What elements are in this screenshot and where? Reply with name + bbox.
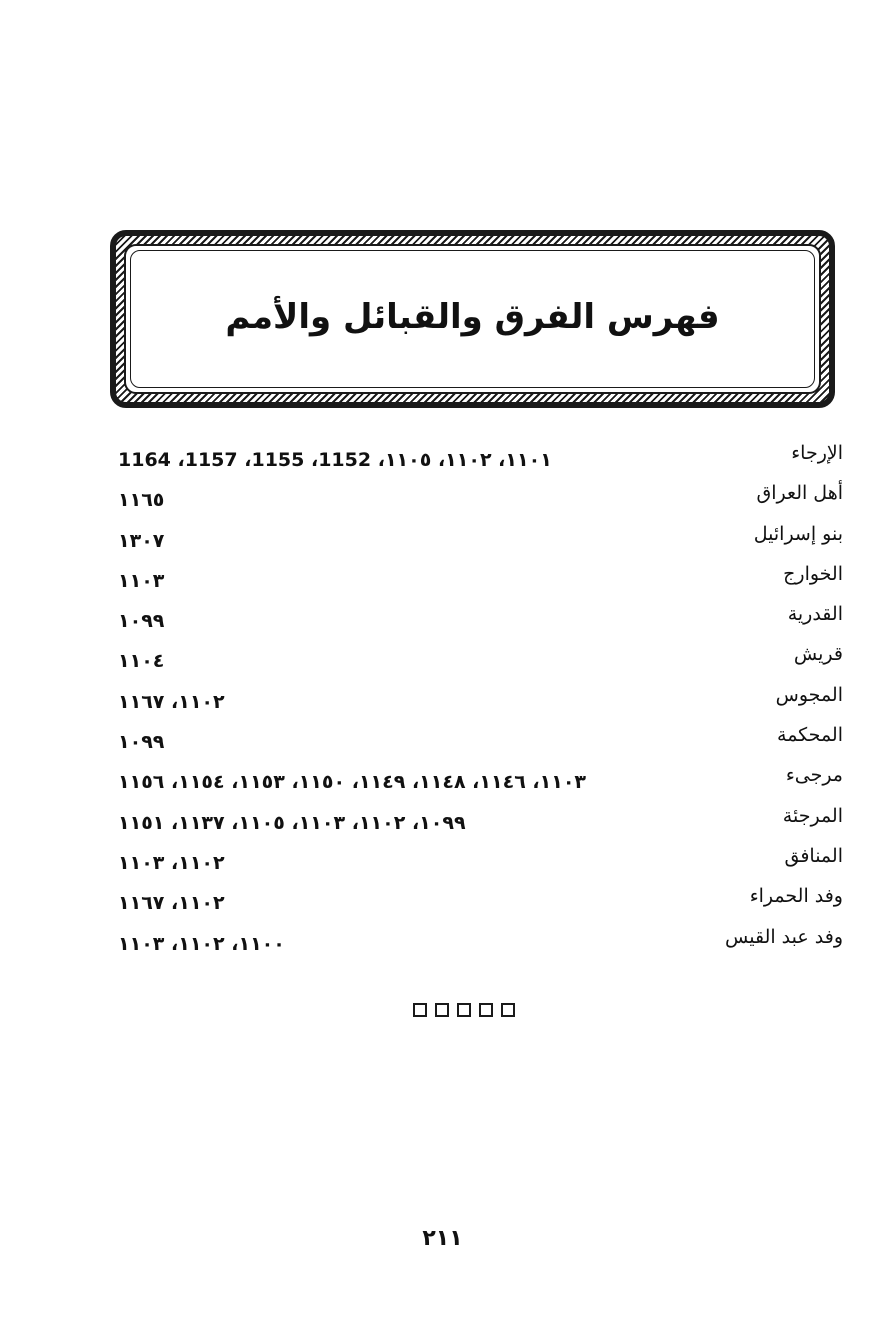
section-end-ornament [413, 1003, 515, 1017]
entry-pages: ١١٠٣، ١١٤٦، ١١٤٨، ١١٤٩، ١١٥٠، ١١٥٣، ١١٥٤، ١١٥٦ [118, 771, 587, 794]
entry-pages: ١١٠٢، ١١٦٧ [118, 690, 225, 713]
entry-pages: ١١٠٢، ١١٠٣ [118, 851, 225, 874]
index-entry [118, 684, 843, 724]
entry-name: المرجئة [782, 804, 843, 827]
title-frame-border [130, 250, 815, 388]
index-entry [118, 643, 843, 683]
square-ornament-icon [479, 1003, 493, 1017]
entry-pages: ١١٠٠، ١١٠٢، ١١٠٣ [118, 932, 285, 955]
index-entry [118, 442, 843, 482]
entry-pages: ١١٦٥ [118, 489, 165, 512]
entry-pages: ١١٠٣ [118, 569, 165, 592]
entry-pages: ١٠٩٩، ١١٠٢، ١١٠٣، ١١٠٥، ١١٣٧، ١١٥١ [118, 811, 466, 834]
entry-pages: ١٣٠٧ [118, 529, 165, 552]
title-frame-inner [124, 244, 821, 394]
index-list [118, 442, 843, 966]
page-number: ٢١١ [422, 1226, 463, 1251]
index-entry [118, 724, 843, 764]
square-ornament-icon [435, 1003, 449, 1017]
square-ornament-icon [501, 1003, 515, 1017]
entry-pages: ١١٠٤ [118, 650, 165, 673]
index-entry [118, 926, 843, 966]
entry-name: القدرية [787, 603, 843, 626]
entry-pages: ١٠٩٩ [118, 610, 165, 633]
entry-name: أهل العراق [756, 482, 843, 505]
index-entry [118, 885, 843, 925]
index-entry [118, 845, 843, 885]
entry-pages: ١١٠٢، ١١٦٧ [118, 892, 225, 915]
index-entry [118, 764, 843, 804]
index-entry [118, 482, 843, 522]
entry-name: بنو إسرائيل [753, 522, 843, 545]
index-entry [118, 563, 843, 603]
page-title: فهرس الفرق والقبائل والأمم [225, 297, 720, 337]
entry-name: وفد الحمراء [749, 885, 843, 908]
index-entry [118, 603, 843, 643]
square-ornament-icon [457, 1003, 471, 1017]
entry-name: المجوس [775, 683, 843, 706]
entry-name: الإرجاء [791, 442, 843, 464]
entry-name: وفد عبد القيس [725, 925, 843, 948]
entry-pages: ١١٠١، ١١٠٢، ١١٠٥، 1152، 1155، 1157، 1164 [118, 449, 552, 471]
entry-name: قريش [793, 643, 843, 666]
entry-name: مرجىء [785, 764, 843, 787]
index-entry [118, 805, 843, 845]
index-entry [118, 523, 843, 563]
square-ornament-icon [413, 1003, 427, 1017]
entry-name: الخوارج [783, 562, 843, 585]
entry-name: المنافق [784, 844, 843, 867]
entry-name: المحكمة [777, 724, 843, 747]
title-frame [110, 230, 835, 408]
entry-pages: ١٠٩٩ [118, 731, 165, 754]
